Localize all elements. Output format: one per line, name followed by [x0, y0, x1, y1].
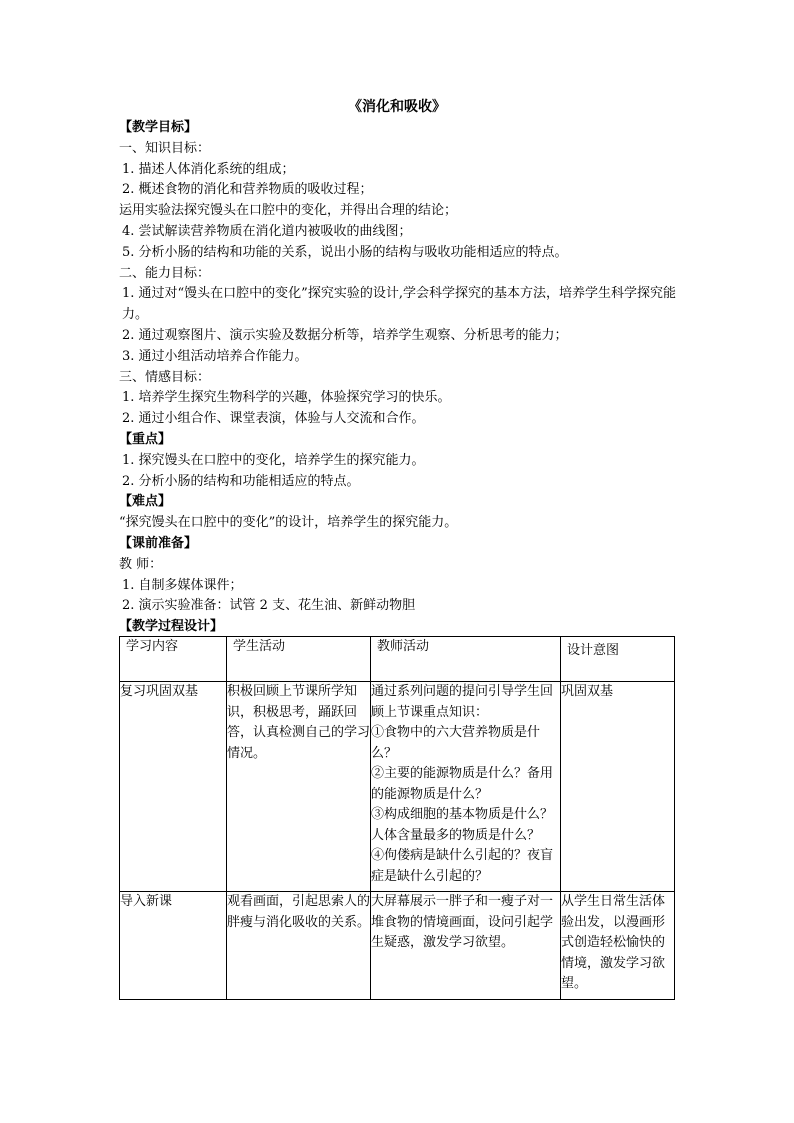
column-header-teacher: 教师活动 [371, 637, 561, 682]
cell-content: 导入新课 [120, 892, 227, 1000]
knowledge-item-5: 5. 分析小肠的结构和功能的关系，说出小肠的结构与吸收功能相适应的特点。 [122, 244, 568, 260]
cell-teacher [371, 892, 561, 1000]
lesson-plan-body [119, 118, 679, 638]
ability-item-2: 2. 通过观察图片、演示实验及数据分析等，培养学生观察、分析思考的能力； [122, 327, 568, 343]
section-heading-objectives: 【教学目标】 [119, 120, 198, 135]
teacher-line: 通过系列问题的提问引导学生回顾上节课重点知识： [371, 684, 554, 720]
section-heading-key-points: 【重点】 [119, 431, 172, 447]
cell-teacher [371, 682, 561, 892]
teacher-line: 大屏幕展示一胖子和一瘦子对一堆食物的情境画面，设问引起学生疑惑，激发学习欲望。 [371, 894, 554, 950]
column-header-student: 学生活动 [227, 637, 371, 682]
section-heading-difficulty: 【难点】 [119, 494, 172, 510]
cell-content: 复习巩固双基 [120, 682, 227, 892]
emotion-item-2: 2. 通过小组合作、课堂表演，体验与人交流和合作。 [122, 411, 425, 427]
emotion-item-1: 1. 培养学生探究生物科学的兴趣，体验探究学习的快乐。 [122, 390, 451, 406]
cell-intent: 从学生日常生活体验出发，以漫画形式创造轻松愉快的情境，激发学习欲望。 [561, 892, 675, 1000]
column-header-content: 学习内容 [120, 637, 227, 682]
teacher-line: ②主要的能源物质是什么？备用的能源物质是什么？ [371, 766, 554, 802]
column-header-intent: 设计意图 [561, 637, 675, 682]
subheading-knowledge: 一、知识目标： [119, 140, 211, 156]
teacher-line: ④佝偻病是缺什么引起的？夜盲症是缺什么引起的？ [371, 848, 554, 884]
knowledge-item-3: 运用实验法探究馒头在口腔中的变化，并得出合理的结论； [119, 203, 458, 219]
table-row [120, 892, 675, 1000]
document-title: 《消化和吸收》 [348, 99, 446, 115]
ability-item-3: 3. 通过小组活动培养合作能力。 [122, 348, 308, 364]
preparation-item-1: 1. 自制多媒体课件； [122, 577, 243, 593]
teacher-line: ③构成细胞的基本物质是什么？人体含量最多的物质是什么？ [371, 807, 554, 843]
preparation-teacher-label: 教 师： [119, 556, 163, 572]
teaching-process-table [119, 636, 675, 1000]
cell-intent: 巩固双基 [561, 682, 675, 892]
knowledge-item-1: 1. 描述人体消化系统的组成； [122, 161, 295, 177]
preparation-item-2: 2. 演示实验准备：试管 2 支、花生油、新鲜动物胆 [122, 598, 416, 614]
table-header-row [120, 637, 675, 682]
section-heading-process: 【教学过程设计】 [119, 619, 224, 635]
knowledge-item-4: 4. 尝试解读营养物质在消化道内被吸收的曲线图； [122, 223, 412, 239]
ability-item-1: 1. 通过对“馒头在口腔中的变化”探究实验的设计,学会科学探究的基本方法，培养学生科学探究能力。 [122, 286, 676, 323]
difficulty-text: “探究馒头在口腔中的变化”的设计，培养学生的探究能力。 [119, 515, 458, 531]
knowledge-item-2: 2. 概述食物的消化和营养物质的吸收过程； [122, 182, 373, 198]
table-row [120, 682, 675, 892]
cell-student: 积极回顾上节课所学知识，积极思考，踊跃回答，认真检测自己的学习情况。 [227, 682, 371, 892]
subheading-emotion: 三、情感目标： [119, 369, 211, 385]
subheading-ability: 二、能力目标： [119, 265, 211, 281]
cell-student: 观看画面，引起思索人的胖瘦与消化吸收的关系。 [227, 892, 371, 1000]
teacher-line: ①食物中的六大营养物质是什么？ [371, 725, 541, 761]
key-point-1: 1. 探究馒头在口腔中的变化，培养学生的探究能力。 [122, 452, 425, 468]
key-point-2: 2. 分析小肠的结构和功能相适应的特点。 [122, 473, 360, 489]
section-heading-preparation: 【课前准备】 [119, 535, 198, 551]
